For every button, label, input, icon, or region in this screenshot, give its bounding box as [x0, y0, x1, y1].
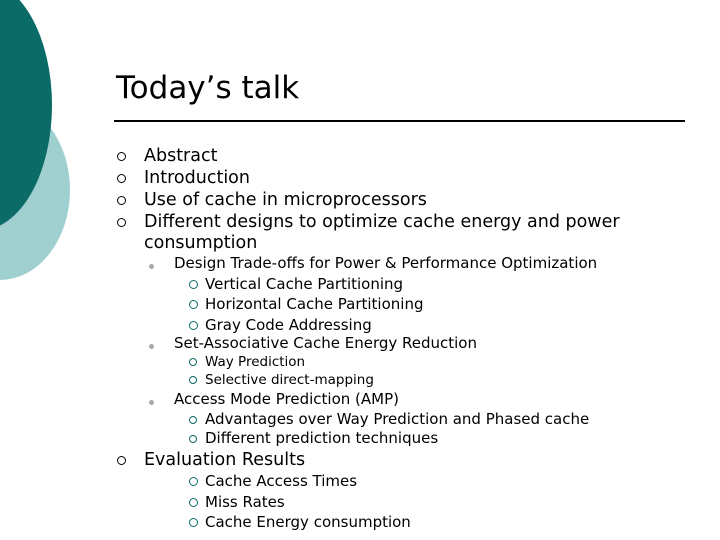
ring-bullet-icon — [117, 456, 126, 465]
ring-bullet-icon — [117, 196, 126, 205]
decorative-circles — [0, 0, 80, 300]
ring-bullet-icon — [117, 218, 126, 227]
ring-bullet-icon — [189, 435, 197, 443]
dot-bullet-icon — [149, 344, 154, 349]
dot-bullet-icon — [149, 400, 154, 405]
ring-bullet-icon — [189, 300, 198, 309]
ring-bullet-icon — [189, 358, 197, 366]
ring-bullet-icon — [189, 477, 198, 486]
slide-title: Today’s talk — [116, 70, 300, 106]
dot-bullet-icon — [149, 264, 154, 269]
ring-bullet-icon — [117, 152, 126, 161]
outline-item-continuation: consumption — [144, 233, 258, 253]
title-divider — [114, 120, 685, 122]
ring-bullet-icon — [189, 416, 197, 424]
ring-bullet-icon — [189, 321, 198, 330]
ring-bullet-icon — [189, 376, 197, 384]
ring-bullet-icon — [189, 518, 198, 527]
ring-bullet-icon — [189, 498, 198, 507]
ring-bullet-icon — [189, 280, 198, 289]
ring-bullet-icon — [117, 174, 126, 183]
